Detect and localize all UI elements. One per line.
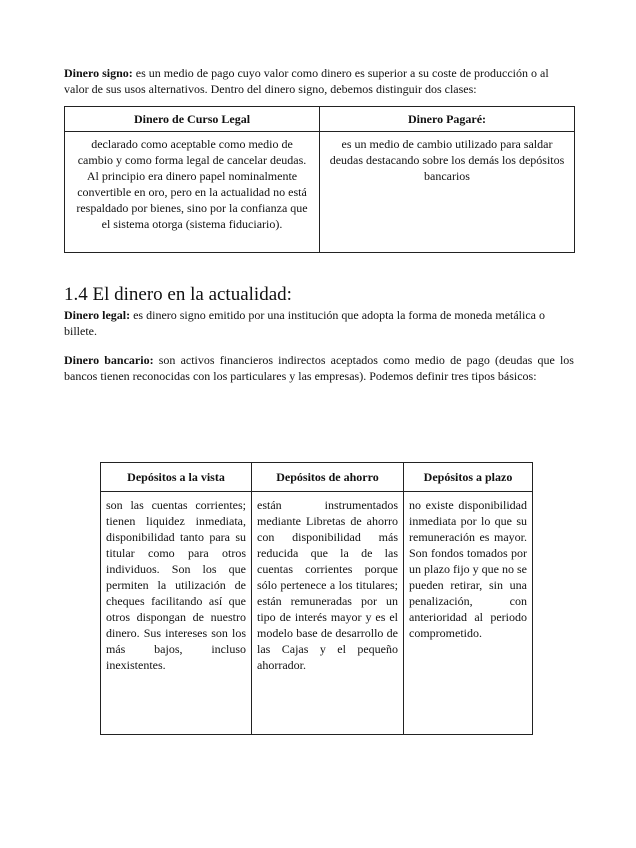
table-header-row [65,107,575,132]
intro-text: es un medio de pago cuyo valor como dinero es superior a su coste de producción o al valor de sus usos alternativos. Dentro del dinero signo, debemos distinguir dos clases: [64,66,549,96]
table-header-cell: Dinero de Curso Legal [65,107,320,132]
table-cell: declarado como aceptable como medio de cambio y como forma legal de cancelar deudas. Al principio era dinero papel nominalmente convertible en oro, pero en la actualidad no está respaldado por bienes, sino por la confianza que el sistema otorga (sistema fiduciario). [65,132,320,253]
table-cell: están instrumentados mediante Libretas de ahorro con disponibilidad más reducida que la de las cuentas corrientes porque sólo pertenece a los titulares; están remuneradas por un tipo de interés mayor y es el modelo base de desarrollo de las Cajas y el pequeño ahorrador. [252,492,404,735]
bank-text: son activos financieros indirectos aceptados como medio de pago (deudas que los bancos tienen reconocidas con los particulares y las empresas). Podemos definir tres tipos básicos: [64,353,574,383]
table-row [65,132,575,253]
table-cell: son las cuentas corrientes; tienen liquidez inmediata, disponibilidad tanto para su titular como para otros individuos. Son los que permiten la utilización de cheques facilitando así que otros dispongan de nuestro dinero. Sus intereses son los más bajos, incluso inexistentes. [101,492,252,735]
money-types-table [64,106,575,253]
bank-money-paragraph [64,352,574,384]
legal-term: Dinero legal: [64,308,131,322]
table-cell: es un medio de cambio utilizado para saldar deudas destacando sobre los demás los depósitos bancarios [320,132,575,253]
intro-paragraph [64,65,572,97]
table-header-cell: Depósitos de ahorro [252,463,404,492]
table-header-cell: Depósitos a la vista [101,463,252,492]
table-header-cell: Dinero Pagaré: [320,107,575,132]
deposits-table [100,462,533,735]
table-cell: no existe disponibilidad inmediata por lo que su remuneración es mayor. Son fondos tomados por un plazo fijo y que no se pueden retirar, sin una penalización, con anterioridad al periodo comprometido. [404,492,533,735]
legal-text: es dinero signo emitido por una institución que adopta la forma de moneda metálica o billete. [64,308,545,338]
legal-money-paragraph [64,307,574,339]
intro-term: Dinero signo: [64,66,133,80]
table-header-row [101,463,533,492]
table-header-cell: Depósitos a plazo [404,463,533,492]
bank-term: Dinero bancario: [64,353,154,367]
section-heading: 1.4 El dinero en la actualidad: [64,284,292,305]
table-row [101,492,533,735]
